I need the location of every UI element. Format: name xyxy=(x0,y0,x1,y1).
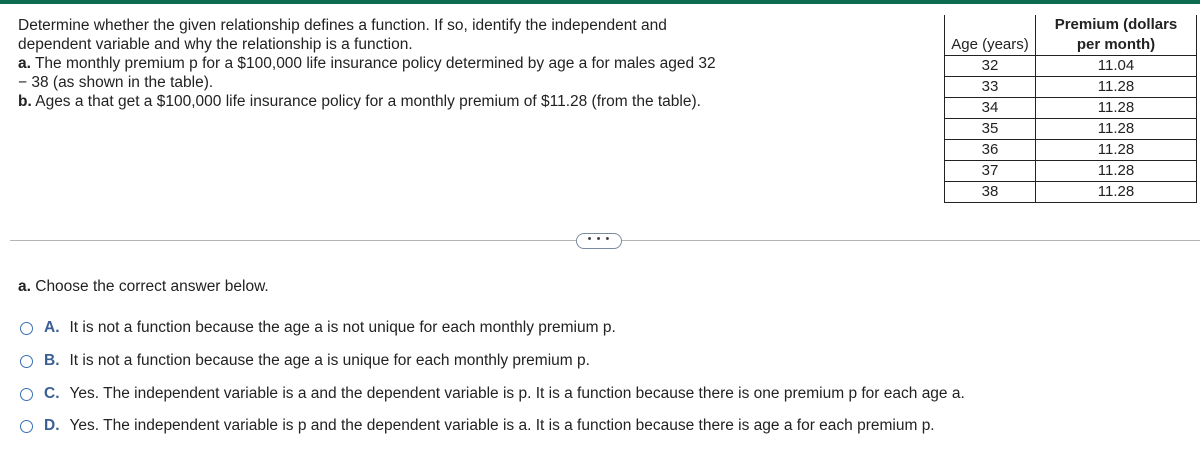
answer-option-c[interactable] xyxy=(20,384,965,404)
table-row xyxy=(945,56,1197,77)
top-accent-bar xyxy=(0,0,1200,4)
question-text xyxy=(18,16,718,111)
answer-prompt xyxy=(18,278,269,296)
question-intro: Determine whether the given relationship defines a function. If so, identify the independent and dependent variable and why the relationship is a function. xyxy=(18,17,667,53)
radio-button-icon[interactable] xyxy=(20,355,33,368)
more-ellipsis-button[interactable]: • • • xyxy=(576,233,622,249)
answer-option-b[interactable] xyxy=(20,351,590,371)
table-row xyxy=(945,77,1197,98)
option-letter: D. xyxy=(44,417,60,434)
option-text: Yes. The independent variable is a and the dependent variable is p. It is a function because there is one premium p for each age a. xyxy=(69,385,965,402)
age-cell: 36 xyxy=(945,140,1036,161)
option-text: It is not a function because the age a is not unique for each monthly premium p. xyxy=(69,319,616,336)
table-row xyxy=(945,98,1197,119)
age-cell: 32 xyxy=(945,56,1036,77)
option-text: Yes. The independent variable is p and the dependent variable is a. It is a function because there is age a for each premium p. xyxy=(69,417,935,434)
age-cell: 38 xyxy=(945,182,1036,203)
age-column-header: Age (years) xyxy=(945,15,1036,56)
premium-cell: 11.28 xyxy=(1036,161,1197,182)
premium-header-line1: Premium (dollars xyxy=(1054,16,1178,33)
part-a-text: The monthly premium p for a $100,000 life insurance policy determined by age a for males aged 32 − 38 (as shown in the table). xyxy=(18,55,716,91)
age-cell: 37 xyxy=(945,161,1036,182)
part-a-label: a. xyxy=(18,55,31,72)
answer-option-d[interactable] xyxy=(20,416,935,436)
table-row xyxy=(945,119,1197,140)
premium-column-header xyxy=(1036,15,1197,56)
premium-cell: 11.04 xyxy=(1036,56,1197,77)
prompt-text: Choose the correct answer below. xyxy=(30,278,269,295)
option-letter: B. xyxy=(44,352,60,369)
table-row xyxy=(945,161,1197,182)
radio-button-icon[interactable] xyxy=(20,420,33,433)
part-b-label: b. xyxy=(18,93,32,110)
premium-cell: 11.28 xyxy=(1036,98,1197,119)
question-part-a xyxy=(18,54,718,92)
table-row xyxy=(945,182,1197,203)
premium-table xyxy=(944,15,1197,203)
premium-cell: 11.28 xyxy=(1036,119,1197,140)
premium-cell: 11.28 xyxy=(1036,182,1197,203)
radio-button-icon[interactable] xyxy=(20,322,33,335)
option-text: It is not a function because the age a is unique for each monthly premium p. xyxy=(69,352,590,369)
premium-cell: 11.28 xyxy=(1036,140,1197,161)
table-header-row xyxy=(945,15,1197,56)
table-row xyxy=(945,140,1197,161)
radio-button-icon[interactable] xyxy=(20,388,33,401)
premium-header-line2: per month) xyxy=(1076,36,1156,53)
answer-option-a[interactable] xyxy=(20,318,616,338)
question-part-b xyxy=(18,92,718,111)
age-cell: 33 xyxy=(945,77,1036,98)
premium-cell: 11.28 xyxy=(1036,77,1197,98)
part-b-text: Ages a that get a $100,000 life insurance policy for a monthly premium of $11.28 (from the table). xyxy=(31,93,701,110)
option-letter: A. xyxy=(44,319,60,336)
age-cell: 35 xyxy=(945,119,1036,140)
option-letter: C. xyxy=(44,385,60,402)
age-cell: 34 xyxy=(945,98,1036,119)
prompt-label: a. xyxy=(18,278,31,295)
